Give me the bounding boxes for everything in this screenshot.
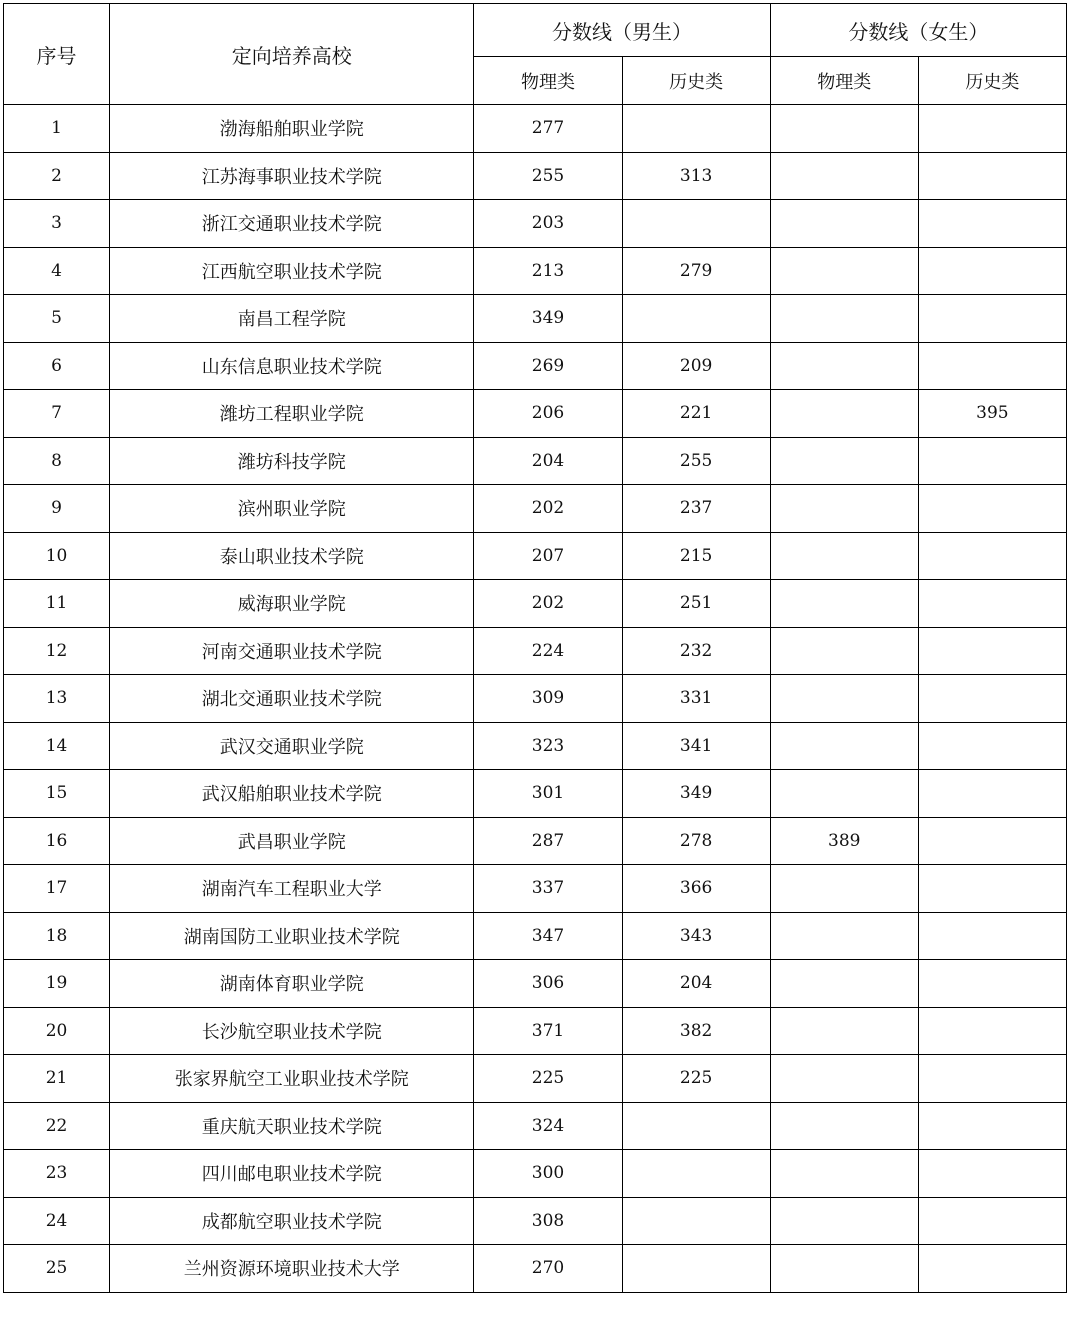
cell-male-history: 232 — [622, 627, 770, 675]
cell-female-history — [918, 532, 1066, 580]
table-row — [4, 390, 1067, 438]
cell-male-history: 341 — [622, 722, 770, 770]
cell-school: 重庆航天职业技术学院 — [110, 1102, 474, 1150]
table-row — [4, 580, 1067, 628]
cell-male-history: 313 — [622, 152, 770, 200]
cell-female-physics — [770, 437, 918, 485]
cell-school: 湖南体育职业学院 — [110, 960, 474, 1008]
cell-female-history — [918, 770, 1066, 818]
cell-male-physics: 349 — [474, 295, 622, 343]
cell-female-history — [918, 912, 1066, 960]
cell-male-physics: 203 — [474, 200, 622, 248]
cell-seq: 6 — [4, 342, 110, 390]
cell-female-physics — [770, 865, 918, 913]
cell-school: 潍坊科技学院 — [110, 437, 474, 485]
cell-female-history: 395 — [918, 390, 1066, 438]
cell-male-history: 349 — [622, 770, 770, 818]
cell-male-physics: 337 — [474, 865, 622, 913]
table-row — [4, 532, 1067, 580]
header-female-physics: 物理类 — [770, 57, 918, 105]
cell-seq: 19 — [4, 960, 110, 1008]
cell-school: 威海职业学院 — [110, 580, 474, 628]
cell-male-history: 279 — [622, 247, 770, 295]
cell-female-history — [918, 1245, 1066, 1293]
cell-female-physics — [770, 1245, 918, 1293]
cell-female-history — [918, 1150, 1066, 1198]
cell-male-physics: 309 — [474, 675, 622, 723]
cell-seq: 1 — [4, 105, 110, 153]
cell-male-history — [622, 1102, 770, 1150]
cell-male-physics: 207 — [474, 532, 622, 580]
cell-school: 渤海船舶职业学院 — [110, 105, 474, 153]
cell-seq: 14 — [4, 722, 110, 770]
cell-female-history — [918, 152, 1066, 200]
cell-female-physics — [770, 247, 918, 295]
cell-male-history: 215 — [622, 532, 770, 580]
cell-female-history — [918, 200, 1066, 248]
cell-seq: 11 — [4, 580, 110, 628]
cell-seq: 13 — [4, 675, 110, 723]
cell-school: 湖南汽车工程职业大学 — [110, 865, 474, 913]
table-row — [4, 152, 1067, 200]
cell-female-physics — [770, 105, 918, 153]
cell-school: 武汉交通职业学院 — [110, 722, 474, 770]
table-row — [4, 1055, 1067, 1103]
cell-school: 武昌职业学院 — [110, 817, 474, 865]
cell-male-history: 255 — [622, 437, 770, 485]
cell-male-history — [622, 1197, 770, 1245]
cell-school: 泰山职业技术学院 — [110, 532, 474, 580]
cell-male-history: 209 — [622, 342, 770, 390]
cell-seq: 15 — [4, 770, 110, 818]
header-seq: 序号 — [4, 4, 110, 105]
cell-seq: 20 — [4, 1007, 110, 1055]
cell-female-history — [918, 1055, 1066, 1103]
cell-female-history — [918, 675, 1066, 723]
cell-male-physics: 225 — [474, 1055, 622, 1103]
cell-female-physics — [770, 342, 918, 390]
table-row — [4, 722, 1067, 770]
cell-male-physics: 301 — [474, 770, 622, 818]
cell-female-history — [918, 1007, 1066, 1055]
cell-male-physics: 202 — [474, 485, 622, 533]
header-female-history: 历史类 — [918, 57, 1066, 105]
cell-male-physics: 323 — [474, 722, 622, 770]
cell-seq: 10 — [4, 532, 110, 580]
table-row — [4, 247, 1067, 295]
cell-male-physics: 371 — [474, 1007, 622, 1055]
table-row — [4, 675, 1067, 723]
cell-female-physics — [770, 1150, 918, 1198]
cell-female-history — [918, 105, 1066, 153]
table-body — [4, 105, 1067, 1293]
cell-seq: 23 — [4, 1150, 110, 1198]
table-row — [4, 817, 1067, 865]
cell-school: 江西航空职业技术学院 — [110, 247, 474, 295]
header-row-group — [4, 4, 1067, 57]
cell-female-physics — [770, 627, 918, 675]
header-male-group: 分数线（男生） — [474, 4, 770, 57]
table-header — [4, 4, 1067, 105]
cell-female-physics — [770, 390, 918, 438]
cell-male-history: 278 — [622, 817, 770, 865]
cell-male-physics: 324 — [474, 1102, 622, 1150]
cell-male-physics: 277 — [474, 105, 622, 153]
cell-female-physics — [770, 485, 918, 533]
cell-seq: 7 — [4, 390, 110, 438]
cell-school: 江苏海事职业技术学院 — [110, 152, 474, 200]
cell-female-physics — [770, 532, 918, 580]
cell-male-history: 237 — [622, 485, 770, 533]
cell-female-history — [918, 247, 1066, 295]
header-male-physics: 物理类 — [474, 57, 622, 105]
table-row — [4, 342, 1067, 390]
score-table — [3, 3, 1067, 1293]
cell-female-history — [918, 342, 1066, 390]
cell-male-physics: 206 — [474, 390, 622, 438]
cell-school: 河南交通职业技术学院 — [110, 627, 474, 675]
cell-seq: 25 — [4, 1245, 110, 1293]
cell-female-history — [918, 960, 1066, 1008]
cell-school: 长沙航空职业技术学院 — [110, 1007, 474, 1055]
cell-female-physics — [770, 770, 918, 818]
cell-female-history — [918, 437, 1066, 485]
cell-female-history — [918, 1197, 1066, 1245]
cell-male-physics: 255 — [474, 152, 622, 200]
cell-male-history: 343 — [622, 912, 770, 960]
cell-male-history — [622, 295, 770, 343]
cell-male-history: 221 — [622, 390, 770, 438]
table-row — [4, 1102, 1067, 1150]
cell-seq: 4 — [4, 247, 110, 295]
cell-male-physics: 300 — [474, 1150, 622, 1198]
cell-school: 湖南国防工业职业技术学院 — [110, 912, 474, 960]
table-row — [4, 105, 1067, 153]
cell-school: 兰州资源环境职业技术大学 — [110, 1245, 474, 1293]
table-row — [4, 485, 1067, 533]
cell-female-history — [918, 1102, 1066, 1150]
cell-male-physics: 204 — [474, 437, 622, 485]
cell-male-physics: 224 — [474, 627, 622, 675]
cell-female-physics — [770, 722, 918, 770]
table-row — [4, 770, 1067, 818]
cell-female-physics — [770, 912, 918, 960]
cell-male-history — [622, 200, 770, 248]
cell-female-history — [918, 485, 1066, 533]
table-row — [4, 627, 1067, 675]
cell-female-history — [918, 580, 1066, 628]
cell-school: 南昌工程学院 — [110, 295, 474, 343]
cell-seq: 22 — [4, 1102, 110, 1150]
cell-male-history: 204 — [622, 960, 770, 1008]
cell-female-physics — [770, 295, 918, 343]
cell-school: 潍坊工程职业学院 — [110, 390, 474, 438]
table-row — [4, 1150, 1067, 1198]
cell-school: 山东信息职业技术学院 — [110, 342, 474, 390]
cell-school: 四川邮电职业技术学院 — [110, 1150, 474, 1198]
cell-male-physics: 308 — [474, 1197, 622, 1245]
table-row — [4, 200, 1067, 248]
cell-male-history: 225 — [622, 1055, 770, 1103]
table-row — [4, 1245, 1067, 1293]
header-school: 定向培养高校 — [110, 4, 474, 105]
cell-seq: 21 — [4, 1055, 110, 1103]
cell-school: 武汉船舶职业技术学院 — [110, 770, 474, 818]
cell-female-physics — [770, 152, 918, 200]
cell-male-history: 251 — [622, 580, 770, 628]
header-female-group: 分数线（女生） — [770, 4, 1066, 57]
table-row — [4, 912, 1067, 960]
cell-female-physics — [770, 1007, 918, 1055]
cell-seq: 12 — [4, 627, 110, 675]
cell-male-history — [622, 1245, 770, 1293]
table-row — [4, 295, 1067, 343]
cell-school: 成都航空职业技术学院 — [110, 1197, 474, 1245]
table-row — [4, 1007, 1067, 1055]
cell-female-physics — [770, 200, 918, 248]
cell-female-history — [918, 722, 1066, 770]
cell-seq: 16 — [4, 817, 110, 865]
cell-male-physics: 306 — [474, 960, 622, 1008]
cell-female-physics — [770, 1197, 918, 1245]
cell-seq: 9 — [4, 485, 110, 533]
cell-female-physics — [770, 675, 918, 723]
cell-male-physics: 347 — [474, 912, 622, 960]
cell-female-history — [918, 627, 1066, 675]
cell-male-physics: 202 — [474, 580, 622, 628]
cell-female-physics — [770, 1055, 918, 1103]
cell-male-history: 331 — [622, 675, 770, 723]
cell-male-physics: 213 — [474, 247, 622, 295]
cell-female-physics — [770, 960, 918, 1008]
cell-school: 滨州职业学院 — [110, 485, 474, 533]
cell-male-history: 366 — [622, 865, 770, 913]
cell-seq: 5 — [4, 295, 110, 343]
cell-female-physics: 389 — [770, 817, 918, 865]
cell-female-physics — [770, 580, 918, 628]
cell-school: 浙江交通职业技术学院 — [110, 200, 474, 248]
cell-female-history — [918, 817, 1066, 865]
cell-school: 湖北交通职业技术学院 — [110, 675, 474, 723]
cell-seq: 8 — [4, 437, 110, 485]
cell-female-history — [918, 865, 1066, 913]
cell-male-physics: 269 — [474, 342, 622, 390]
cell-seq: 3 — [4, 200, 110, 248]
table-row — [4, 960, 1067, 1008]
header-male-history: 历史类 — [622, 57, 770, 105]
table-row — [4, 865, 1067, 913]
cell-seq: 2 — [4, 152, 110, 200]
table-row — [4, 1197, 1067, 1245]
cell-seq: 18 — [4, 912, 110, 960]
cell-seq: 24 — [4, 1197, 110, 1245]
cell-female-physics — [770, 1102, 918, 1150]
cell-female-history — [918, 295, 1066, 343]
cell-male-history — [622, 105, 770, 153]
table-row — [4, 437, 1067, 485]
cell-male-physics: 270 — [474, 1245, 622, 1293]
cell-male-history — [622, 1150, 770, 1198]
cell-male-history: 382 — [622, 1007, 770, 1055]
cell-seq: 17 — [4, 865, 110, 913]
cell-school: 张家界航空工业职业技术学院 — [110, 1055, 474, 1103]
cell-male-physics: 287 — [474, 817, 622, 865]
